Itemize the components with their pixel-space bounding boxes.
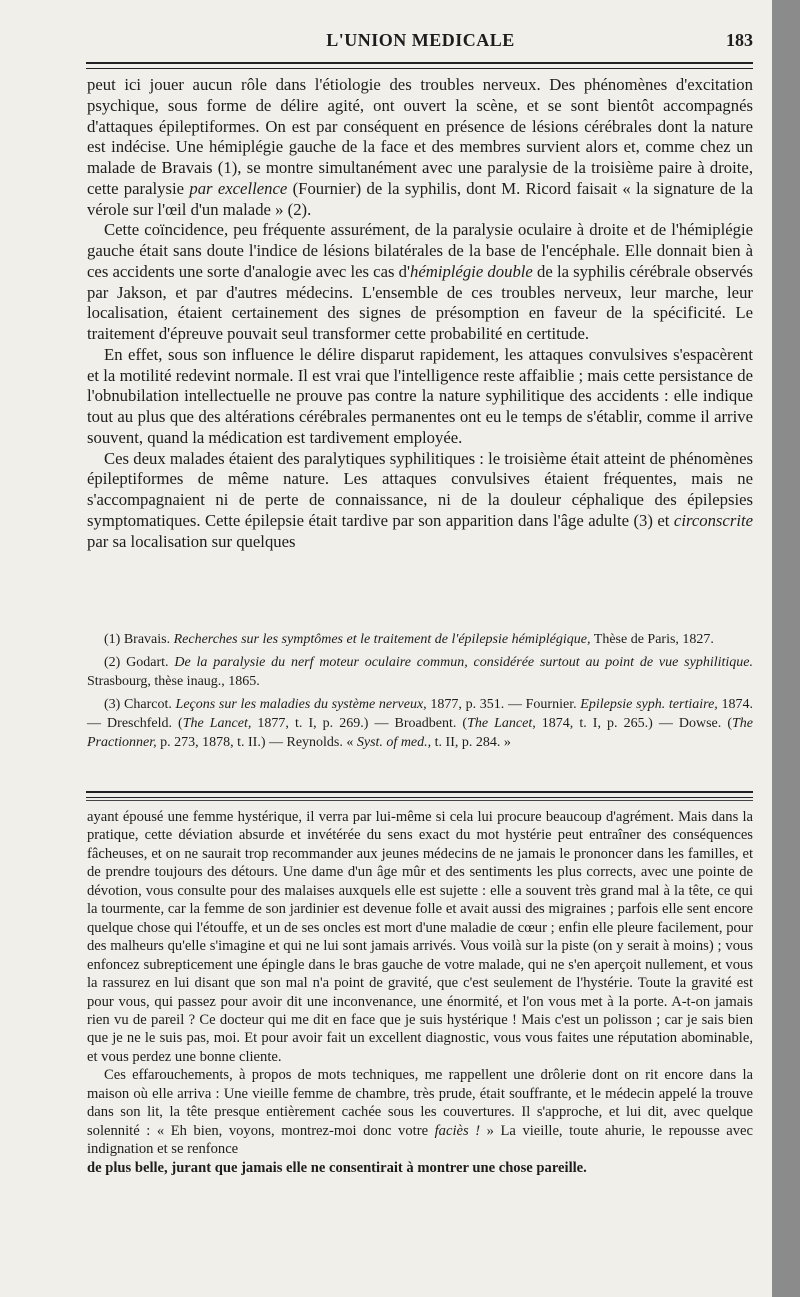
feuilleton-paragraph: de plus belle, jurant que jamais elle ne consentirait à montrer une chose pareille. xyxy=(87,1159,587,1176)
page-number: 183 xyxy=(726,30,753,50)
footnotes xyxy=(87,630,753,756)
footnote: (3) Charcot. Leçons sur les maladies du système nerveux, 1877, p. 351. — Fournier. Epilepsie syph. tertiaire, 1874. — Dreschfeld. (The Lancet, 1877, t. I, p. 269.) — Broadbent. (The Lancet, 1874, t. I, p. 265.) — Dowse. (The Practionner, p. 273, 1878, t. II.) — Reynolds. « Syst. of med., t. II, p. 284. » xyxy=(87,697,753,750)
header-rule xyxy=(86,62,753,69)
article-paragraph: peut ici jouer aucun rôle dans l'étiologie des troubles nerveux. Des phénomènes d'excitation psychique, sous forme de délire agité, ont ouvert la scène, et se sont bientôt accompagnés d'attaques épileptiformes. On est par conséquent en présence de lésions cérébrales dont la nature est indécise. Une hémiplégie gauche de la face et des membres survient alors et, comme chez un malade de Bravais (1), se montre simultanément avec une paralysie de la troisième paire à droite, cette paralysie par excellence (Fournier) de la syphilis, dont M. Ricord faisait « la signature de la vérole sur l'œil d'un malade » (2). xyxy=(87,75,753,219)
footnote: (1) Bravais. Recherches sur les symptômes et le traitement de l'épilepsie hémiplégique, Thèse de Paris, 1827. xyxy=(104,632,714,647)
feuilleton-paragraph: Ces effarouchements, à propos de mots techniques, me rappellent une drôlerie dont on rit encore dans la maison où elle arriva : Une vieille femme de chambre, très prude, était souffrante, et le médecin appelé la trouve dans son lit, la tête presque entièrement cachée sous les couvertures. Il s'approche, et lui dit, avec quelque solennité : « Eh bien, voyons, montrez-moi donc votre faciès ! » La vieille, toute ahurie, le repousse avec indignation et se renfonce xyxy=(87,1067,753,1158)
article-paragraph: Cette coïncidence, peu fréquente assurément, de la paralysie oculaire à droite et de l'hémiplégie gauche était sans doute l'indice de lésions bilatérales de la base de l'encéphale. Elle donnait bien à ces accidents une sorte d'analogie avec les cas d'hémiplégie double de la syphilis cérébrale observés par Jakson, et par d'autres médecins. L'ensemble de ces troubles nerveux, leur marche, leur localisation, étaient certainement des signes de présomption en faveur de la spécificité. Le traitement d'épreuve pouvait seul transformer cette probabilité en certitude. xyxy=(87,220,753,343)
running-head xyxy=(88,26,753,56)
article-paragraph: En effet, sous son influence le délire disparut rapidement, les attaques convulsives s'espacèrent et la motilité redevint normale. Il est vrai que l'intelligence reste affaiblie ; mais cette persistance de l'obnubilation intellectuelle ne prouve pas contre la nature syphilitique des accidents : elle indique tout au plus que des altérations cérébrales permanentes ont eu le temps de s'établir, comme il arrive souvent, quand la médication est tardivement employée. xyxy=(87,344,753,447)
feuilleton-separator-rule xyxy=(86,791,753,798)
feuilleton-paragraph: ayant épousé une femme hystérique, il verra par lui-même si cela lui procure beaucoup d'agrément. Mais dans la pratique, cette déviation absurde et invétérée du sens exact du mot hystérie peut entraîner des conséquences fâcheuses, et on ne saurait trop recommander aux jeunes médecins de ne jamais le prononcer dans les familles, et de prendre toujours des détours. Une dame d'un âge mûr et des sentiments les plus corrects, avec une pointe de dévotion, vous consulte pour des malaises auxquels elle est sujette : elle a souvent très grand mal à la tête, ce qui la tourmente, car la femme de son jardinier est devenue folle et avait aussi des migraines ; parfois elle sent encore quelque chose qui l'étouffe, et un de ses oncles est mort d'une maladie de cœur ; enfin elle pleure facilement, pour des malheurs qu'elle s'imagine et qui ne lui sont jamais arrivés. Vous voilà sur la piste (on y serait à moins) ; vous enfoncez subrepticement une épingle dans le bras gauche de votre malade, qui ne s'en aperçoit nullement, et vous la rassurez en lui disant que son mal n'a point de gravité, que c'est seulement de l'hystérie. Toute la gravité est pour vous, qui passez pour avoir dit une inconvenance, une énormité, et l'on vous met à la porte. A-t-on jamais rien vu de pareil ? Ce docteur qui me dit en face que je suis hystérique ! Mais c'est un polisson ; car je sais bien que je ne le suis pas, moi. Et pour avoir fait un excellent diagnostic, vous vous faites une réputation abominable, et vous perdez une bonne cliente. xyxy=(87,809,753,1065)
running-title: L'UNION MEDICALE xyxy=(326,30,515,50)
footnote: (2) Godart. De la paralysie du nerf moteur oculaire commun, considérée surtout au point de vue syphilitique. Strasbourg, thèse inaug., 1865. xyxy=(87,655,753,689)
feuilleton-text xyxy=(87,808,753,1177)
article-paragraph: Ces deux malades étaient des paralytiques syphilitiques : le troisième était atteint de phénomènes épileptiformes de même nature. Les attaques convulsives étaient fréquentes, mais ne s'accompagnaient ni de perte de connaissance, ni de la douleur céphalique des épilepsies symptomatiques. Cette épilepsie était tardive par son apparition dans l'âge adulte (3) et circonscrite par sa localisation sur quelques xyxy=(87,448,753,551)
feuilleton-separator-thin-rule xyxy=(86,800,753,801)
main-article-text xyxy=(87,75,753,552)
